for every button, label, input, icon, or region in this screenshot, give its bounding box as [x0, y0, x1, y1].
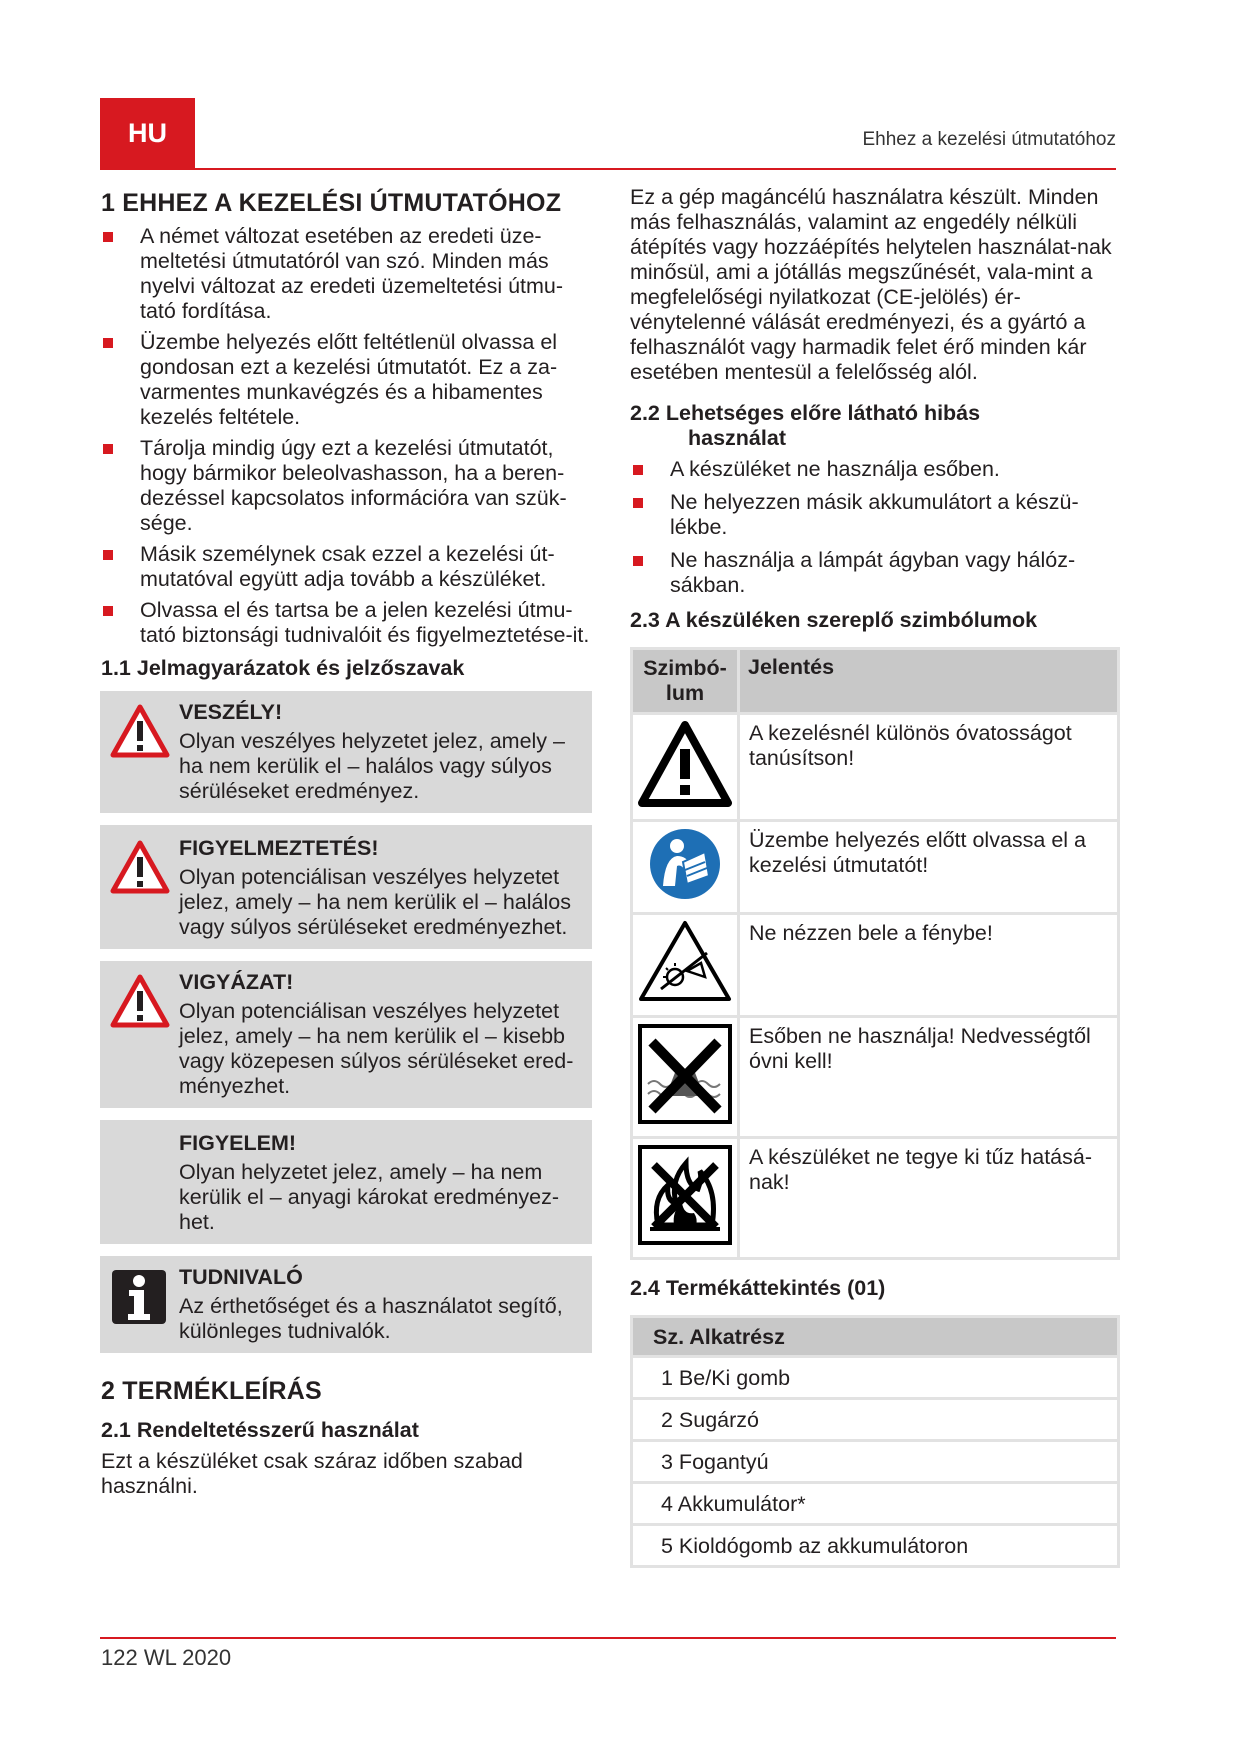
- section-1-bullets: [100, 224, 592, 648]
- no-fire-icon: [636, 1143, 734, 1247]
- symbol-cell: [632, 914, 739, 1017]
- table-row: [632, 1441, 1119, 1483]
- attention-text: Olyan helyzetet jelez, amely – ha nem kerülik el – anyagi károkat eredményez-het.: [179, 1160, 560, 1234]
- language-badge: HU: [100, 98, 195, 169]
- symbol-cell: [632, 1017, 739, 1138]
- info-box: [100, 1256, 592, 1353]
- section-2-title: 2 TERMÉKLEÍRÁS: [101, 1377, 322, 1405]
- list-item: Ne helyezzen másik akkumulátort a készü-lékbe.: [630, 490, 1120, 540]
- part-cell: 1 Be/Ki gomb: [632, 1357, 1119, 1399]
- table-header-row: [632, 649, 1119, 714]
- right-column: [630, 185, 1120, 1568]
- danger-box: [100, 691, 592, 813]
- column-header-meaning: Jelentés: [739, 649, 1119, 714]
- section-1-title: 1 EHHEZ A KEZELÉSI ÚTMUTATÓHOZ: [101, 189, 562, 217]
- attention-title: FIGYELEM!: [179, 1131, 297, 1155]
- page-number: 122 WL 2020: [101, 1645, 232, 1670]
- header-divider: [100, 168, 1116, 170]
- table-row: [632, 1017, 1119, 1138]
- table-row: [632, 1357, 1119, 1399]
- part-cell: 5 Kioldógomb az akkumulátoron: [632, 1525, 1119, 1567]
- warning-box: [100, 825, 592, 949]
- caution-text: Olyan potenciálisan veszélyes helyzetet jelez, amely – ha nem kerülik el – kisebb vagy közepesen súlyos sérüléseket ered-ményezhet.: [179, 999, 574, 1098]
- part-cell: 4 Akkumulátor*: [632, 1483, 1119, 1525]
- subsection-1-1-title: 1.1 Jelmagyarázatok és jelzőszavak: [101, 656, 465, 680]
- warning-text: Olyan potenciálisan veszélyes helyzetet jelez, amely – ha nem kerülik el – halálos vagy súlyos sérüléseket eredményezhet.: [179, 865, 571, 939]
- list-item: Tárolja mindig úgy ezt a kezelési útmutatót, hogy bármikor beleolvashasson, ha a beren-dezéssel kapcsolatos információra van szük-sége.: [100, 436, 592, 536]
- warning-title: FIGYELMEZTETÉS!: [179, 836, 379, 860]
- meaning-cell: Üzembe helyezés előtt olvassa el a kezelési útmutatót!: [739, 821, 1119, 914]
- attention-box: [100, 1120, 592, 1244]
- read-manual-icon: [647, 826, 723, 902]
- subsection-2-3-title: 2.3 A készüléken szereplő szimbólumok: [630, 608, 1038, 632]
- column-header-part: Sz. Alkatrész: [632, 1317, 1119, 1357]
- symbol-cell: [632, 714, 739, 821]
- list-item: A készüléket ne használja esőben.: [630, 457, 1120, 482]
- table-row: [632, 714, 1119, 821]
- list-item: Olvassa el és tartsa be a jelen kezelési útmu-tató biztonsági tudnivalóit és figyelmeztetése-it.: [100, 598, 592, 648]
- symbols-table: [630, 647, 1120, 1260]
- column-header-symbol: Szimbó-lum: [632, 649, 739, 714]
- part-cell: 2 Sugárzó: [632, 1399, 1119, 1441]
- table-row: [632, 1399, 1119, 1441]
- danger-title: VESZÉLY!: [179, 700, 283, 724]
- subsection-2-1-title: 2.1 Rendeltetésszerű használat: [101, 1418, 419, 1442]
- subsection-2-2-title: [630, 401, 1120, 451]
- paragraph-2-1-continued: Ez a gép magáncélú használatra készült. Minden más felhasználás, valamint az engedély nélküli átépítés vagy hozzáépítés helytelen használat-nak minősül, ami a jótállás megszűnését, vala-mint a megfelelőségi nyilatkozat (CE-jelölés) ér-vénytelenné válását eredményezi, és a gyártó a felhasználót vagy harmadik felet érő minden kár esetében mentesül a felelősség alól.: [630, 185, 1112, 384]
- meaning-cell: Ne nézzen bele a fénybe!: [739, 914, 1119, 1017]
- info-text: Az érthetőséget és a használatot segítő, különleges tudnivalók.: [179, 1294, 563, 1343]
- table-row: [632, 1483, 1119, 1525]
- section-2-2-bullets: [630, 457, 1120, 598]
- warning-triangle-icon: [110, 839, 170, 897]
- subsection-2-4-title: 2.4 Termékáttekintés (01): [630, 1276, 886, 1300]
- parts-table: [630, 1315, 1120, 1568]
- warning-triangle-icon: [637, 719, 733, 809]
- no-rain-icon: [636, 1022, 734, 1126]
- left-column: [100, 185, 592, 1499]
- caution-title: VIGYÁZAT!: [179, 970, 294, 994]
- subsection-2-2-title-line1: 2.2 Lehetséges előre látható hibás: [630, 401, 981, 425]
- no-look-light-icon: [637, 919, 733, 1005]
- running-header: Ehhez a kezelési útmutatóhoz: [862, 129, 1116, 150]
- part-cell: 3 Fogantyú: [632, 1441, 1119, 1483]
- paragraph-2-1: Ezt a készüléket csak száraz időben szabad használni.: [101, 1449, 523, 1498]
- list-item: A német változat esetében az eredeti üze-meltetési útmutatóról van szó. Minden más nyelvi változat az eredeti üzemeltetési útmu-tató fordítása.: [100, 224, 592, 324]
- footer-divider: [100, 1637, 1116, 1639]
- symbol-cell: [632, 821, 739, 914]
- meaning-cell: Esőben ne használja! Nedvességtől óvni kell!: [739, 1017, 1119, 1138]
- info-icon: [110, 1268, 170, 1326]
- list-item: Másik személynek csak ezzel a kezelési út-mutatóval együtt adja tovább a készüléket.: [100, 542, 592, 592]
- table-row: [632, 1138, 1119, 1259]
- warning-triangle-icon: [110, 703, 170, 761]
- table-row: [632, 821, 1119, 914]
- table-row: [632, 1525, 1119, 1567]
- list-item: Ne használja a lámpát ágyban vagy hálóz-sákban.: [630, 548, 1120, 598]
- meaning-cell: A kezelésnél különös óvatosságot tanúsítson!: [739, 714, 1119, 821]
- table-header-row: [632, 1317, 1119, 1357]
- warning-triangle-icon: [110, 973, 170, 1031]
- table-row: [632, 914, 1119, 1017]
- danger-text: Olyan veszélyes helyzetet jelez, amely – ha nem kerülik el – halálos vagy súlyos sérüléseket eredményez.: [179, 729, 565, 803]
- subsection-2-2-title-line2: használat: [688, 426, 786, 450]
- meaning-cell: A készüléket ne tegye ki tűz hatásá-nak!: [739, 1138, 1119, 1259]
- caution-box: [100, 961, 592, 1108]
- list-item: Üzembe helyezés előtt feltétlenül olvassa el gondosan ezt a kezelési útmutatót. Ez a za-varmentes munkavégzés és a hibamentes kezelés feltétele.: [100, 330, 592, 430]
- symbol-cell: [632, 1138, 739, 1259]
- info-title: TUDNIVALÓ: [179, 1265, 303, 1289]
